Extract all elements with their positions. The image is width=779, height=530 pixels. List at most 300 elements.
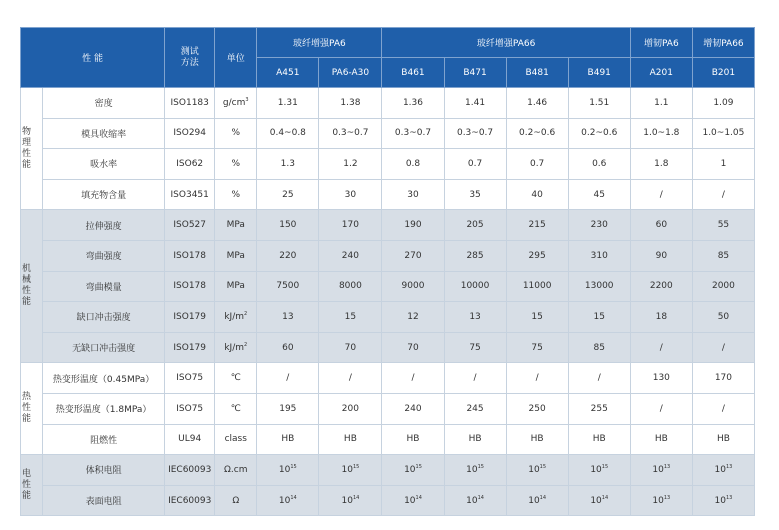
value-text: 1.2: [343, 158, 358, 169]
value-text: 10: [528, 495, 540, 506]
property-name: 缺口冲击强度: [43, 302, 165, 333]
value-cell: [506, 332, 568, 363]
value-text: 270: [404, 250, 422, 261]
value-cell: [319, 424, 382, 455]
value-text: 75: [531, 342, 543, 353]
value-text: 12: [407, 311, 419, 322]
value-cell: [444, 424, 506, 455]
value-cell: [630, 118, 692, 149]
value-cell: [506, 302, 568, 333]
value-exponent: 14: [477, 494, 484, 501]
test-method: IEC60093: [165, 485, 215, 516]
unit-text: MPa: [226, 250, 245, 261]
header-group-gf-pa6: 玻纤增强PA6: [257, 28, 382, 58]
property-name: 阻燃性: [43, 424, 165, 455]
value-cell: [319, 363, 382, 394]
value-cell: [568, 149, 630, 180]
unit: [215, 455, 257, 486]
value-text: /: [411, 373, 415, 384]
value-cell: [692, 179, 754, 210]
value-text: 230: [590, 220, 608, 231]
header-property: 性 能: [21, 28, 165, 88]
value-exponent: 15: [477, 463, 484, 470]
property-name: 弯曲模量: [43, 271, 165, 302]
value-exponent: 14: [352, 494, 360, 501]
value-cell: [257, 332, 319, 363]
value-text: 10: [404, 495, 416, 506]
value-exponent: 15: [601, 463, 609, 470]
value-text: 200: [341, 403, 359, 414]
value-text: 1.51: [589, 97, 610, 108]
value-text: 190: [404, 220, 422, 231]
value-text: 1.46: [527, 97, 548, 108]
value-text: /: [348, 373, 352, 384]
value-text: 10000: [460, 281, 490, 292]
value-cell: [257, 210, 319, 241]
value-text: 75: [469, 342, 481, 353]
value-exponent: 15: [415, 463, 422, 470]
value-cell: [319, 455, 382, 486]
unit-exponent: 3: [245, 96, 249, 103]
value-text: HB: [592, 434, 606, 445]
value-text: 25: [282, 189, 294, 200]
value-cell: [382, 363, 444, 394]
value-text: 10: [528, 464, 540, 475]
table-body: [21, 88, 755, 516]
value-cell: [319, 149, 382, 180]
section-label-text: 物理性能: [21, 126, 31, 170]
unit-exponent: 2: [244, 310, 248, 317]
value-cell: [319, 485, 382, 516]
value-exponent: 14: [601, 494, 609, 501]
value-text: 2000: [711, 281, 735, 292]
value-text: 40: [531, 189, 543, 200]
value-text: 250: [528, 403, 546, 414]
value-cell: [692, 271, 754, 302]
value-cell: [692, 332, 754, 363]
unit: [215, 424, 257, 455]
value-cell: [506, 363, 568, 394]
value-cell: [382, 485, 444, 516]
unit-text: ℃: [230, 373, 241, 384]
property-name: 热变形温度（1.8MPa）: [43, 393, 165, 424]
value-text: /: [659, 403, 663, 414]
header-grade: PA6-A30: [319, 58, 382, 88]
table-row: [21, 271, 755, 302]
table-row: [21, 363, 755, 394]
value-text: 295: [528, 250, 546, 261]
unit: [215, 210, 257, 241]
value-text: 1.09: [713, 97, 734, 108]
value-cell: [568, 302, 630, 333]
section-label-text: 电性能: [21, 468, 31, 501]
value-exponent: 13: [663, 494, 671, 501]
table-row: [21, 393, 755, 424]
value-cell: [568, 363, 630, 394]
value-cell: [630, 179, 692, 210]
value-text: 0.3~0.7: [332, 128, 369, 139]
value-cell: [319, 393, 382, 424]
value-cell: [444, 485, 506, 516]
value-cell: [382, 424, 444, 455]
value-text: 10: [714, 495, 726, 506]
value-text: 0.4~0.8: [269, 128, 306, 139]
value-cell: [319, 302, 382, 333]
value-cell: [630, 88, 692, 119]
value-text: 90: [655, 250, 668, 261]
table-row: [21, 149, 755, 180]
value-text: 285: [466, 250, 484, 261]
section-label: [21, 455, 43, 516]
test-method: ISO1183: [165, 88, 215, 119]
value-cell: [630, 302, 692, 333]
value-text: /: [659, 189, 663, 200]
unit: [215, 179, 257, 210]
value-text: 10: [278, 464, 291, 475]
value-cell: [692, 485, 754, 516]
value-text: 0.7: [529, 158, 545, 169]
header-grade: A451: [257, 58, 319, 88]
table-row: [21, 88, 755, 119]
value-text: 30: [407, 189, 419, 200]
table-row: [21, 302, 755, 333]
table-row: [21, 424, 755, 455]
value-text: 0.2~0.6: [519, 128, 556, 139]
value-cell: [444, 210, 506, 241]
value-cell: [257, 179, 319, 210]
value-cell: [382, 332, 444, 363]
value-cell: [444, 240, 506, 271]
value-text: 1.1: [654, 97, 669, 108]
value-text: 60: [282, 342, 294, 353]
value-cell: [444, 363, 506, 394]
unit: [215, 118, 257, 149]
value-text: 8000: [338, 281, 362, 292]
value-cell: [568, 210, 630, 241]
value-cell: [382, 179, 444, 210]
value-cell: [382, 271, 444, 302]
test-method: ISO3451: [165, 179, 215, 210]
value-cell: [257, 88, 319, 119]
value-cell: [630, 149, 692, 180]
value-text: 10: [590, 464, 602, 475]
unit-text: %: [231, 189, 241, 200]
value-text: 70: [407, 342, 419, 353]
value-text: 11000: [522, 281, 552, 292]
value-text: 60: [655, 220, 668, 231]
unit-text: %: [231, 158, 241, 169]
value-exponent: 13: [725, 494, 733, 501]
value-text: 195: [279, 403, 297, 414]
header-test-method-label: 测试 方法: [180, 46, 199, 68]
property-name: 表面电阻: [43, 485, 165, 516]
unit: [215, 393, 257, 424]
value-text: 0.7: [467, 158, 483, 169]
value-text: HB: [654, 434, 668, 445]
value-text: 245: [466, 403, 484, 414]
value-cell: [382, 118, 444, 149]
value-text: 1.38: [340, 97, 361, 108]
value-cell: [568, 179, 630, 210]
section-label: [21, 88, 43, 210]
value-cell: [382, 210, 444, 241]
value-text: 10: [652, 464, 664, 475]
property-name: 体积电阻: [43, 455, 165, 486]
value-cell: [506, 271, 568, 302]
value-cell: [692, 393, 754, 424]
value-cell: [444, 88, 506, 119]
value-text: 130: [652, 373, 670, 384]
value-cell: [630, 424, 692, 455]
unit-text: ℃: [230, 403, 241, 414]
test-method: ISO179: [165, 332, 215, 363]
value-text: 55: [717, 220, 730, 231]
value-text: 10: [466, 495, 478, 506]
value-text: 85: [593, 342, 605, 353]
value-cell: [692, 424, 754, 455]
value-text: 15: [531, 311, 543, 322]
unit: [215, 149, 257, 180]
table-row: [21, 485, 755, 516]
test-method: ISO62: [165, 149, 215, 180]
header-grade: A201: [630, 58, 692, 88]
property-name: 吸水率: [43, 149, 165, 180]
test-method: ISO178: [165, 240, 215, 271]
value-cell: [506, 240, 568, 271]
value-cell: [444, 302, 506, 333]
value-cell: [444, 455, 506, 486]
unit-text: MPa: [226, 281, 245, 292]
value-text: HB: [406, 434, 420, 445]
value-text: 70: [344, 342, 357, 353]
value-cell: [319, 179, 382, 210]
value-text: /: [721, 403, 725, 414]
table-row: [21, 210, 755, 241]
unit: [215, 88, 257, 119]
value-text: 0.8: [405, 158, 421, 169]
value-cell: [382, 455, 444, 486]
unit: [215, 363, 257, 394]
value-text: /: [535, 373, 539, 384]
value-cell: [257, 455, 319, 486]
value-cell: [692, 118, 754, 149]
header-group-gf-pa66: 玻纤增强PA66: [382, 28, 630, 58]
value-cell: [257, 271, 319, 302]
value-text: /: [473, 373, 477, 384]
unit-text: kJ/m: [224, 311, 244, 322]
value-text: /: [597, 373, 601, 384]
value-cell: [630, 271, 692, 302]
value-cell: [257, 393, 319, 424]
property-name: 无缺口冲击强度: [43, 332, 165, 363]
header-grade: B491: [568, 58, 630, 88]
header-test-method: [165, 28, 215, 88]
section-label: [21, 210, 43, 363]
unit: [215, 485, 257, 516]
value-cell: [319, 271, 382, 302]
unit-text: g/cm: [222, 97, 246, 108]
test-method: ISO294: [165, 118, 215, 149]
value-cell: [692, 302, 754, 333]
value-exponent: 15: [290, 463, 297, 470]
value-cell: [506, 179, 568, 210]
value-cell: [257, 240, 319, 271]
test-method: ISO75: [165, 393, 215, 424]
value-text: 50: [717, 311, 730, 322]
value-cell: [506, 149, 568, 180]
value-text: 205: [466, 220, 484, 231]
value-text: /: [721, 342, 725, 353]
unit-text: class: [224, 434, 247, 445]
value-cell: [568, 118, 630, 149]
table-row: [21, 455, 755, 486]
value-cell: [444, 332, 506, 363]
value-text: 10: [590, 495, 602, 506]
value-text: 255: [590, 403, 608, 414]
section-label: [21, 363, 43, 455]
header-grade: B481: [506, 58, 568, 88]
value-text: 310: [590, 250, 608, 261]
value-text: 9000: [401, 281, 425, 292]
property-name: 密度: [43, 88, 165, 119]
spec-table-container: [20, 27, 755, 516]
value-cell: [568, 455, 630, 486]
value-cell: [319, 210, 382, 241]
value-cell: [382, 393, 444, 424]
value-cell: [568, 485, 630, 516]
unit: [215, 302, 257, 333]
value-exponent: 14: [539, 494, 547, 501]
value-cell: [630, 210, 692, 241]
section-label-text: 机械性能: [21, 264, 31, 308]
value-text: 215: [528, 220, 546, 231]
unit-text: %: [231, 128, 241, 139]
unit: [215, 271, 257, 302]
value-cell: [257, 485, 319, 516]
value-cell: [382, 302, 444, 333]
unit-text: Ω.cm: [224, 464, 248, 475]
test-method: ISO527: [165, 210, 215, 241]
header-group-toughened-pa6: 增韧PA6: [630, 28, 692, 58]
value-text: /: [659, 342, 663, 353]
value-cell: [257, 424, 319, 455]
value-cell: [444, 149, 506, 180]
value-text: 1.41: [465, 97, 486, 108]
value-cell: [444, 118, 506, 149]
value-cell: [506, 424, 568, 455]
value-text: 15: [344, 311, 357, 322]
value-cell: [444, 179, 506, 210]
value-cell: [257, 149, 319, 180]
value-text: 10: [466, 464, 478, 475]
value-text: 85: [717, 250, 730, 261]
value-text: 0.3~0.7: [456, 128, 494, 139]
value-cell: [257, 363, 319, 394]
value-text: 10: [714, 464, 726, 475]
value-text: HB: [530, 434, 544, 445]
value-cell: [692, 240, 754, 271]
value-exponent: 13: [663, 463, 671, 470]
value-text: HB: [468, 434, 482, 445]
value-text: 0.6: [592, 158, 607, 169]
value-text: 1.0~1.05: [702, 128, 745, 139]
value-text: HB: [281, 434, 295, 445]
value-cell: [630, 240, 692, 271]
header-grade: B471: [444, 58, 506, 88]
unit-text: MPa: [226, 220, 245, 231]
value-cell: [319, 332, 382, 363]
value-exponent: 14: [290, 494, 297, 501]
value-text: 35: [469, 189, 481, 200]
value-text: 1.8: [654, 158, 669, 169]
value-text: 10: [341, 464, 353, 475]
value-exponent: 15: [539, 463, 547, 470]
value-text: 150: [279, 220, 297, 231]
table-row: [21, 179, 755, 210]
value-exponent: 14: [415, 494, 422, 501]
value-cell: [444, 393, 506, 424]
value-cell: [382, 149, 444, 180]
value-text: 240: [404, 403, 422, 414]
test-method: UL94: [165, 424, 215, 455]
value-cell: [568, 332, 630, 363]
unit-text: kJ/m: [224, 342, 244, 353]
value-text: /: [721, 189, 725, 200]
value-text: 10: [341, 495, 353, 506]
value-cell: [692, 455, 754, 486]
value-cell: [382, 88, 444, 119]
value-cell: [568, 240, 630, 271]
unit-exponent: 2: [244, 341, 248, 348]
header-grade: B461: [382, 58, 444, 88]
value-cell: [630, 455, 692, 486]
value-text: 170: [714, 373, 733, 384]
value-cell: [319, 240, 382, 271]
value-text: 170: [341, 220, 359, 231]
test-method: ISO178: [165, 271, 215, 302]
value-cell: [568, 424, 630, 455]
table-row: [21, 118, 755, 149]
value-text: 45: [593, 189, 605, 200]
value-text: 220: [279, 250, 297, 261]
value-cell: [319, 118, 382, 149]
value-text: 18: [655, 311, 668, 322]
value-text: 1.31: [277, 97, 298, 108]
value-cell: [257, 302, 319, 333]
value-cell: [506, 210, 568, 241]
value-cell: [568, 88, 630, 119]
value-cell: [506, 88, 568, 119]
value-cell: [568, 271, 630, 302]
header-group-toughened-pa66: 增韧PA66: [692, 28, 754, 58]
value-text: HB: [343, 434, 357, 445]
value-text: 1.3: [280, 158, 295, 169]
value-text: 30: [344, 189, 357, 200]
value-text: 2200: [649, 281, 673, 292]
value-cell: [568, 393, 630, 424]
value-text: 13000: [584, 281, 614, 292]
material-properties-table: [20, 27, 755, 516]
value-text: 13: [282, 311, 294, 322]
property-name: 弯曲强度: [43, 240, 165, 271]
value-cell: [506, 485, 568, 516]
value-cell: [692, 88, 754, 119]
value-cell: [319, 88, 382, 119]
unit: [215, 332, 257, 363]
test-method: IEC60093: [165, 455, 215, 486]
value-text: 10: [652, 495, 664, 506]
table-row: [21, 332, 755, 363]
